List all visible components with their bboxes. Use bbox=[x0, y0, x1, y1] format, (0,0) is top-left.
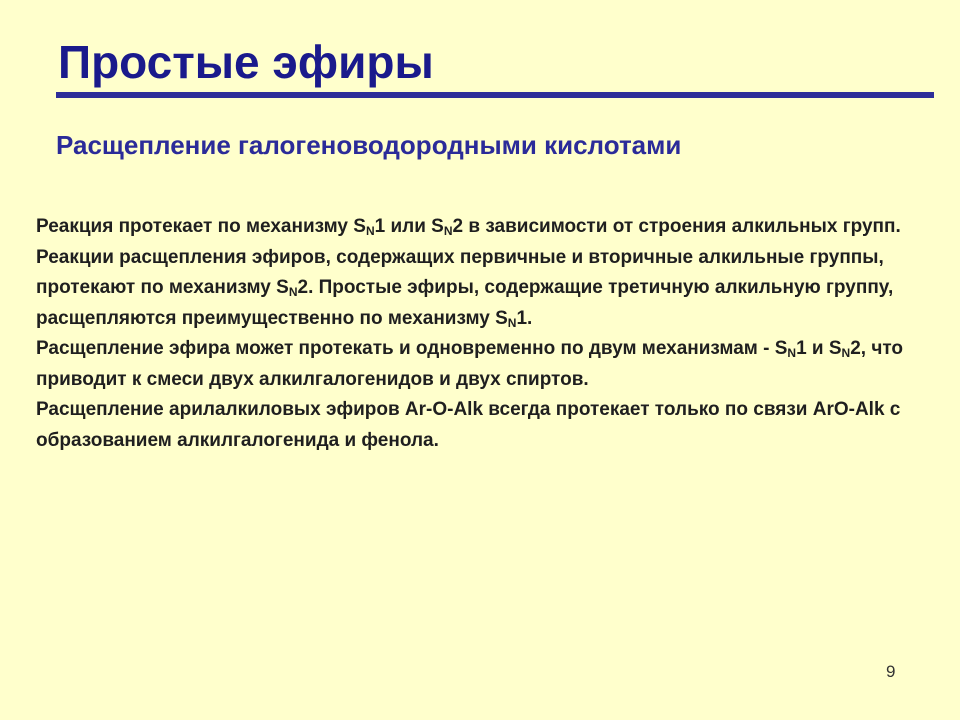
text-run: 2, что приводит к смеси двух алкилгалогенидов и двух спиртов. bbox=[36, 338, 904, 390]
slide-subtitle: Расщепление галогеноводородными кислотами bbox=[56, 130, 682, 160]
text-run: Расщепление эфира может протекать и одновременно по двум механизмам - S bbox=[36, 338, 788, 359]
subscript: N bbox=[365, 224, 375, 238]
paragraph-arylalkyl: Расщепление арилалкиловых эфиров Ar-O-Alk всегда протекает только по связи ArO-Alk с образованием алкилгалогенида и фенола. bbox=[36, 399, 901, 451]
paragraph-mechanism bbox=[36, 212, 926, 334]
subscript: N bbox=[507, 315, 517, 330]
subscript: N bbox=[443, 224, 453, 238]
title-underline bbox=[56, 92, 934, 98]
slide-title: Простые эфиры bbox=[58, 36, 434, 88]
paragraph-dual-mechanism bbox=[36, 334, 926, 395]
text-run: Реакция протекает по механизму S bbox=[36, 216, 366, 237]
text-run: 2 в зависимости от строения алкильных групп. Реакции расщепления эфиров, содержащих первичные и вторичные алкильные группы, протекают по механизму S bbox=[36, 216, 901, 298]
page-number: 9 bbox=[886, 662, 896, 681]
subscript: N bbox=[841, 346, 851, 360]
text-run: 1. bbox=[516, 307, 533, 329]
subscript: N bbox=[787, 346, 797, 360]
text-run: 2. Простые эфиры, содержащие третичную алкильную группу, расщепляются преимущественно по механизму S bbox=[36, 277, 894, 329]
subscript: N bbox=[288, 285, 298, 299]
text-run: 1 или S bbox=[374, 216, 444, 237]
slide-body bbox=[36, 212, 926, 456]
text-run: 1 и S bbox=[796, 338, 842, 359]
